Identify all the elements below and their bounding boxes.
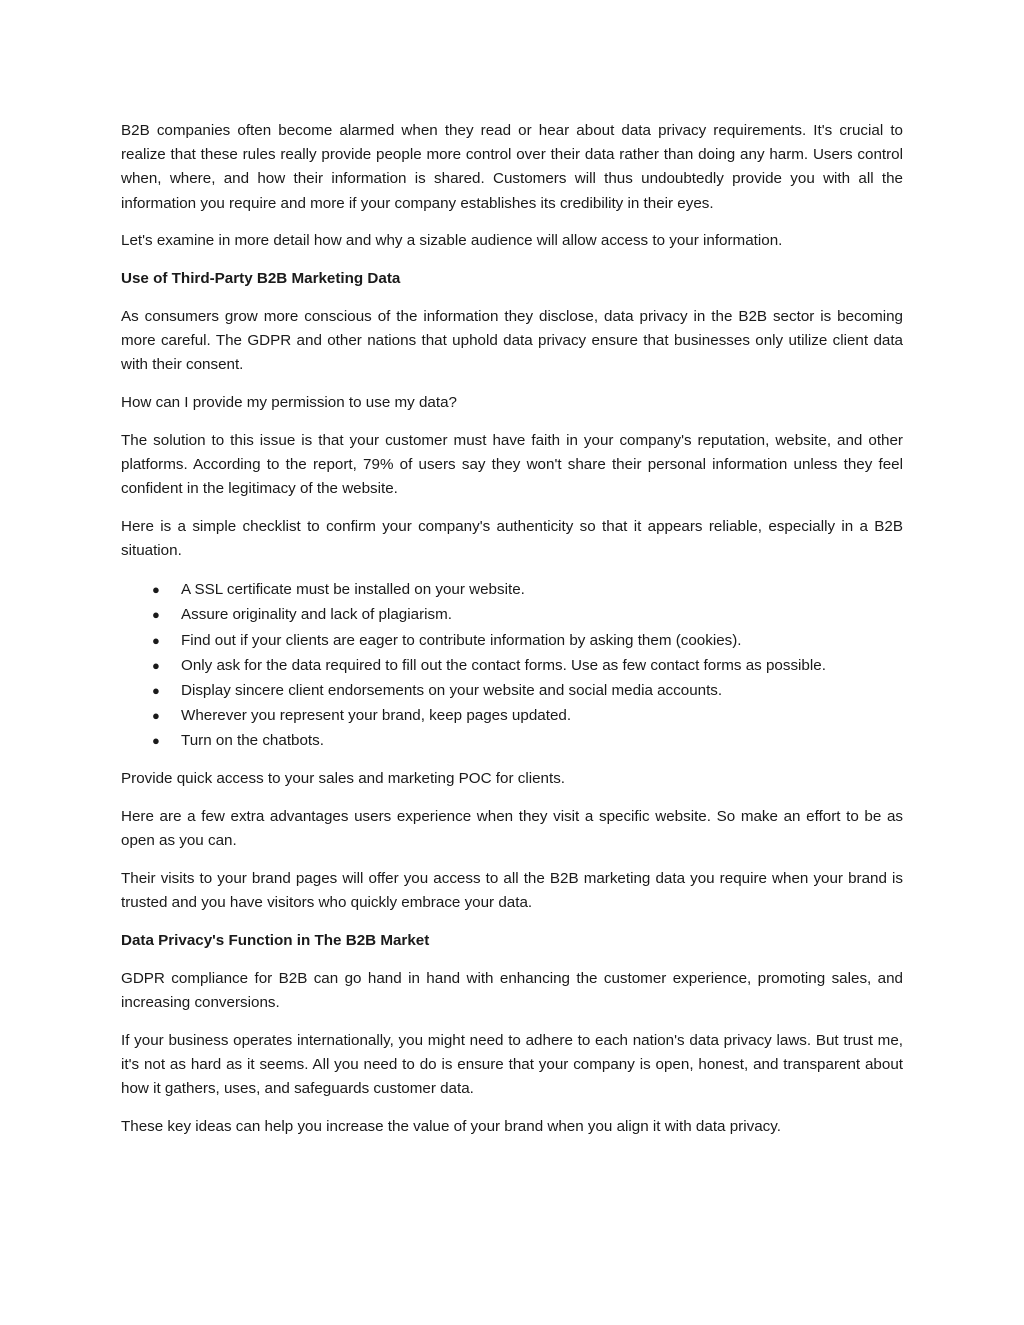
bullet-icon: ● <box>152 582 160 598</box>
list-item <box>121 602 903 627</box>
bullet-icon: ● <box>152 657 160 673</box>
international-paragraph: If your business operates internationally, you might need to adhere to each nation's data privacy laws. But trust me, it's not as hard as it seems. All you need to do is ensure that your company is open, honest, and transparent about how it gathers, uses, and safeguards customer data. <box>121 1031 903 1098</box>
brand-pages-paragraph: Their visits to your brand pages will offer you access to all the B2B marketing data you require when your brand is trusted and you have visitors who quickly embrace your data. <box>121 870 903 912</box>
gdpr-paragraph: GDPR compliance for B2B can go hand in hand with enhancing the customer experience, promoting sales, and increasing conversions. <box>121 969 903 1012</box>
list-item <box>121 678 903 703</box>
list-item-text: Turn on the chatbots. <box>181 732 324 750</box>
list-item <box>121 577 903 602</box>
bullet-icon: ● <box>152 632 160 648</box>
list-item-text: Display sincere client endorsements on your website and social media accounts. <box>181 682 723 700</box>
list-item <box>121 628 903 653</box>
examine-paragraph: Let's examine in more detail how and why a sizable audience will allow access to your information. <box>121 232 783 250</box>
list-item-text: A SSL certificate must be installed on your website. <box>181 581 525 599</box>
consumers-paragraph: As consumers grow more conscious of the information they disclose, data privacy in the B2B sector is becoming more careful. The GDPR and other nations that uphold data privacy ensure that businesses only utilize client data with their consent. <box>121 308 903 374</box>
list-item <box>121 728 903 753</box>
list-item-text: Only ask for the data required to fill out the contact forms. Use as few contact forms as possible. <box>181 656 826 674</box>
bullet-icon: ● <box>152 733 160 749</box>
bullet-icon: ● <box>152 683 160 699</box>
poc-paragraph: Provide quick access to your sales and marketing POC for clients. <box>121 770 566 788</box>
list-item-text: Wherever you represent your brand, keep pages updated. <box>181 707 572 725</box>
document-page <box>121 119 903 1153</box>
advantages-paragraph: Here are a few extra advantages users experience when they visit a specific website. So make an effort to be as open as you can. <box>121 808 903 850</box>
checklist-intro-paragraph: Here is a simple checklist to confirm your company's authenticity so that it appears reliable, especially in a B2B situation. <box>121 518 903 560</box>
bullet-icon: ● <box>152 708 160 724</box>
section-heading-data-privacy-function: Data Privacy's Function in The B2B Market <box>121 932 430 950</box>
list-item-text: Find out if your clients are eager to contribute information by asking them (cookies). <box>181 631 742 649</box>
intro-paragraph: B2B companies often become alarmed when they read or hear about data privacy requirements. It's crucial to realize that these rules really provide people more control over their data rather than doing any harm. Users control when, where, and how their information is shared. Customers will thus undoubtedly provide you with all the information you require and more if your company establishes its credibility in their eyes. <box>121 122 903 212</box>
bullet-icon: ● <box>152 607 160 623</box>
checklist <box>121 577 903 753</box>
section-heading-third-party-data: Use of Third-Party B2B Marketing Data <box>121 270 401 288</box>
list-item-text: Assure originality and lack of plagiarism. <box>181 606 452 624</box>
list-item <box>121 653 903 678</box>
closing-paragraph: These key ideas can help you increase the value of your brand when you align it with data privacy. <box>121 1118 781 1136</box>
list-item <box>121 703 903 728</box>
solution-paragraph: The solution to this issue is that your customer must have faith in your company's reputation, website, and other platforms. According to the report, 79% of users say they won't share their personal information unless they feel confident in the legitimacy of the website. <box>121 432 903 498</box>
permission-question: How can I provide my permission to use my data? <box>121 394 457 412</box>
